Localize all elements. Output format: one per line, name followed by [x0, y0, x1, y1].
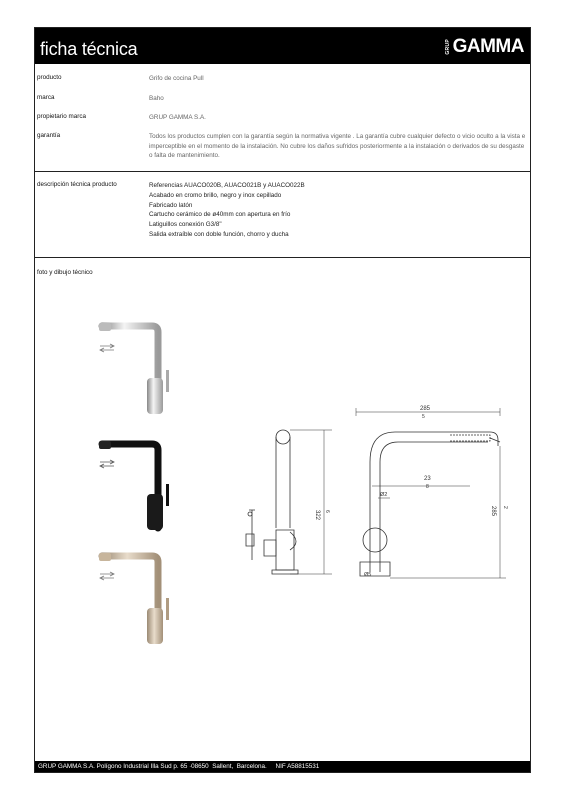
- divider-2: [35, 257, 530, 258]
- dim-23-sub: 8: [426, 484, 429, 490]
- descripcion-line: Cartucho cerámico de ø40mm con apertura en frío: [149, 211, 291, 219]
- dim-width-sub: 5: [422, 414, 425, 420]
- faucet-photo-chrome: [92, 318, 182, 418]
- dim-width: 285: [420, 406, 431, 412]
- label-producto: producto: [37, 74, 62, 81]
- header-bar: [35, 28, 530, 64]
- label-descripcion: descripción técnica producto: [37, 181, 117, 188]
- logo-grup-text: GRUP: [444, 39, 451, 55]
- dim-height-left-sub: 6: [324, 510, 330, 513]
- descripcion-line: Latiguillos conexión G3/8": [149, 221, 222, 229]
- grup-gamma-logo: [445, 37, 524, 57]
- descripcion-line: Fabricado latón: [149, 201, 193, 209]
- value-garantia: Todos los productos cumplen con la garantía según la normativa vigente . La garantía cubre cualquier defecto o vicio oculto a la vista e imperceptible en el momento de la instalación. No cubre los daños sufridos posteriormente a la instalación o derivados de su desgaste o falta de mantenimiento.: [149, 133, 526, 160]
- value-producto: Grifo de cocina Pull: [149, 75, 204, 82]
- faucet-photo-brushed: [92, 548, 182, 648]
- dim-height-left: 322: [314, 510, 320, 521]
- label-garantia: garantía: [37, 132, 61, 139]
- dim-phi5: Ø5: [364, 572, 372, 578]
- label-marca: marca: [37, 94, 55, 101]
- footer-bar: [35, 761, 530, 772]
- label-foto-dibujo: foto y dibujo técnico: [37, 269, 93, 276]
- descripcion-lines: [149, 181, 305, 240]
- descripcion-line: Salida extraíble con doble función, chorro y ducha: [149, 230, 289, 238]
- footer-text: GRUP GAMMA S.A. Polígono Industrial Illa Sud p. 65 ·08650 Sallent, Barcelona. NIF A58815531: [38, 763, 320, 770]
- value-marca: Baho: [149, 95, 164, 102]
- dim-23: 23: [424, 476, 431, 482]
- logo-gamma-text: GAMMA: [452, 36, 524, 57]
- faucet-photo-black: [92, 436, 182, 536]
- descripcion-line: Referencias AUACO020B, AUACO021B y AUACO022B: [149, 182, 305, 189]
- technical-drawing-front: [350, 402, 520, 592]
- dim-height-right-sub: 2: [502, 506, 508, 509]
- page-title: ficha técnica: [40, 39, 138, 59]
- dim-phi2: Ø2: [380, 492, 388, 498]
- technical-drawing-side: [232, 410, 342, 585]
- label-propietario-marca: propietario marca: [37, 113, 86, 120]
- value-propietario-marca: GRUP GAMMA S.A.: [149, 114, 206, 121]
- descripcion-line: Acabado en cromo brillo, negro y inox cepillado: [149, 191, 282, 199]
- dim-height-right: 285: [490, 506, 496, 517]
- divider-1: [35, 171, 530, 172]
